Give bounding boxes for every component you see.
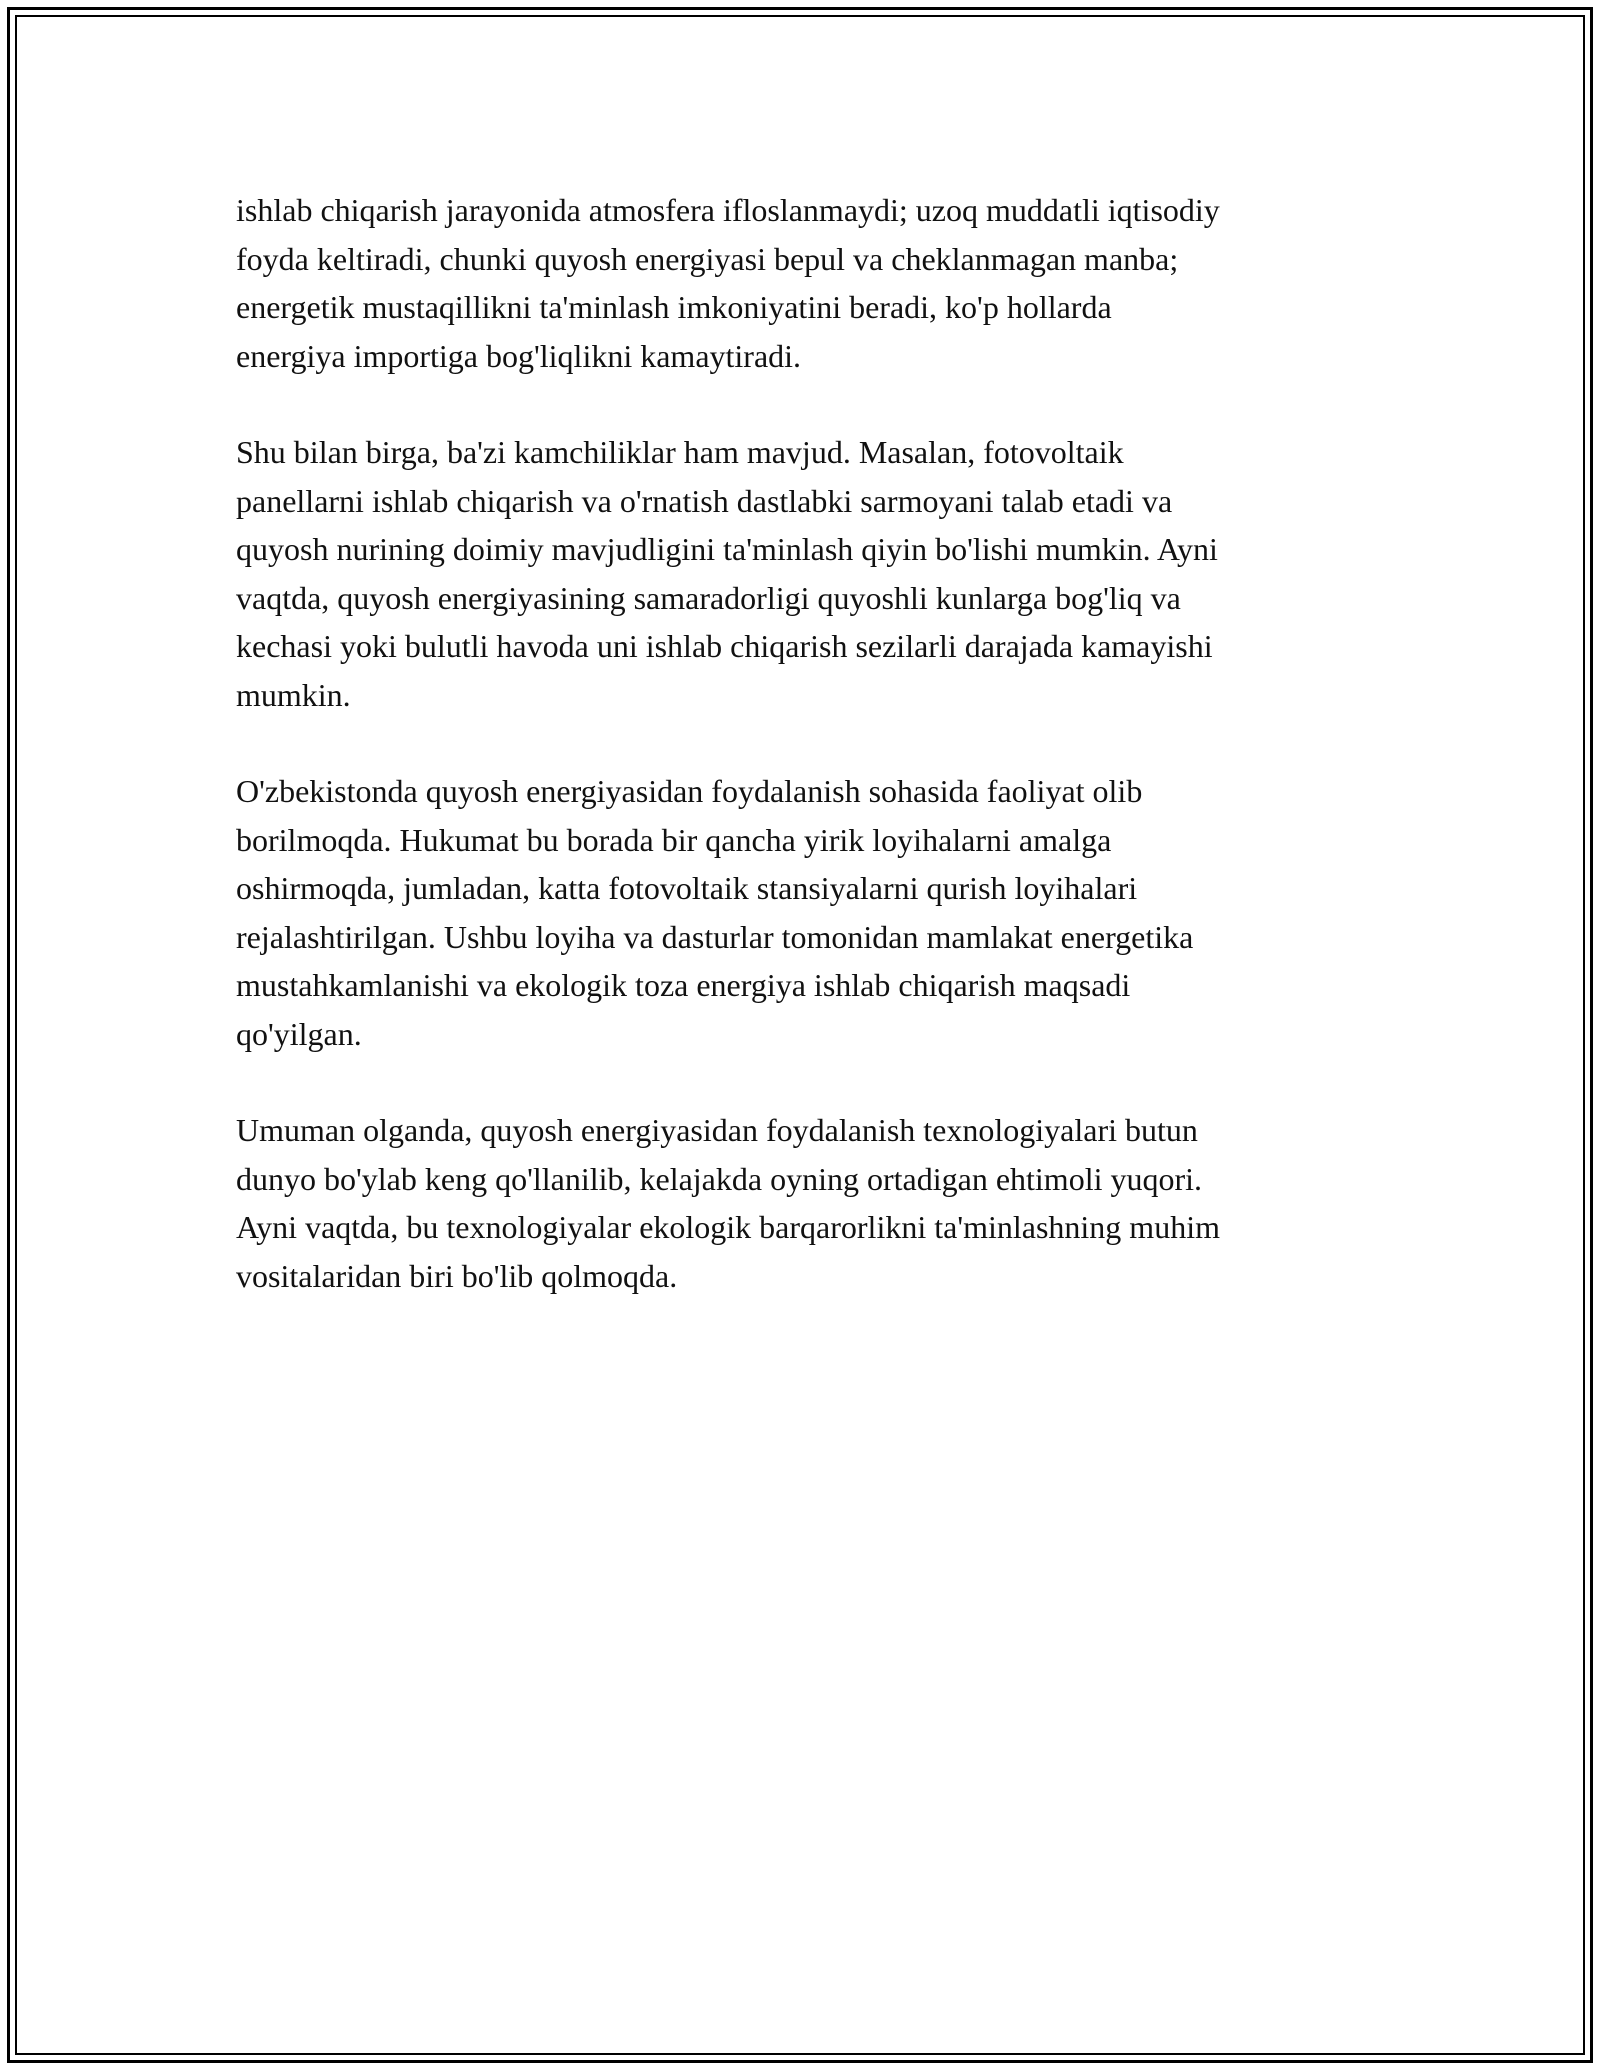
- paragraph-uzbekistan: O'zbekistonda quyosh energiyasidan foydalanish sohasida faoliyat olib borilmoqda. Hukumat bu borada bir qancha yirik loyihalarni amalga oshirmoqda, jumladan, katta fotovoltaik stansiyalarni qurish loyihalari rejalashtirilgan. Ushbu loyiha va dasturlar tomonidan mamlakat energetika mustahkamlanishi va ekologik toza energiya ishlab chiqarish maqsadi qo'yilgan.: [236, 773, 1194, 1052]
- paragraph-conclusion: Umuman olganda, quyosh energiyasidan foydalanish texnologiyalari butun dunyo bo'ylab keng qo'llanilib, kelajakda oyning ortadigan ehtimoli yuqori. Ayni vaqtda, bu texnologiyalar ekologik barqarorlikni ta'minlashning muhim vositalaridan biri bo'lib qolmoqda.: [236, 1112, 1220, 1294]
- document-body: [236, 186, 1376, 1348]
- paragraph-drawbacks: Shu bilan birga, ba'zi kamchiliklar ham mavjud. Masalan, fotovoltaik panellarni ishlab chiqarish va o'rnatish dastlabki sarmoyani talab etadi va quyosh nurining doimiy mavjudligini ta'minlash qiyin bo'lishi mumkin. Ayni vaqtda, quyosh energiyasining samaradorligi quyoshli kunlarga bog'liq va kechasi yoki bulutli havoda uni ishlab chiqarish sezilarli darajada kamayishi mumkin.: [236, 434, 1218, 713]
- paragraph-benefits: ishlab chiqarish jarayonida atmosfera ifloslanmaydi; uzoq muddatli iqtisodiy foyda keltiradi, chunki quyosh energiyasi bepul va cheklanmagan manba; energetik mustaqillikni ta'minlash imkoniyatini beradi, ko'p hollarda energiya importiga bog'liqlikni kamaytiradi.: [236, 192, 1220, 374]
